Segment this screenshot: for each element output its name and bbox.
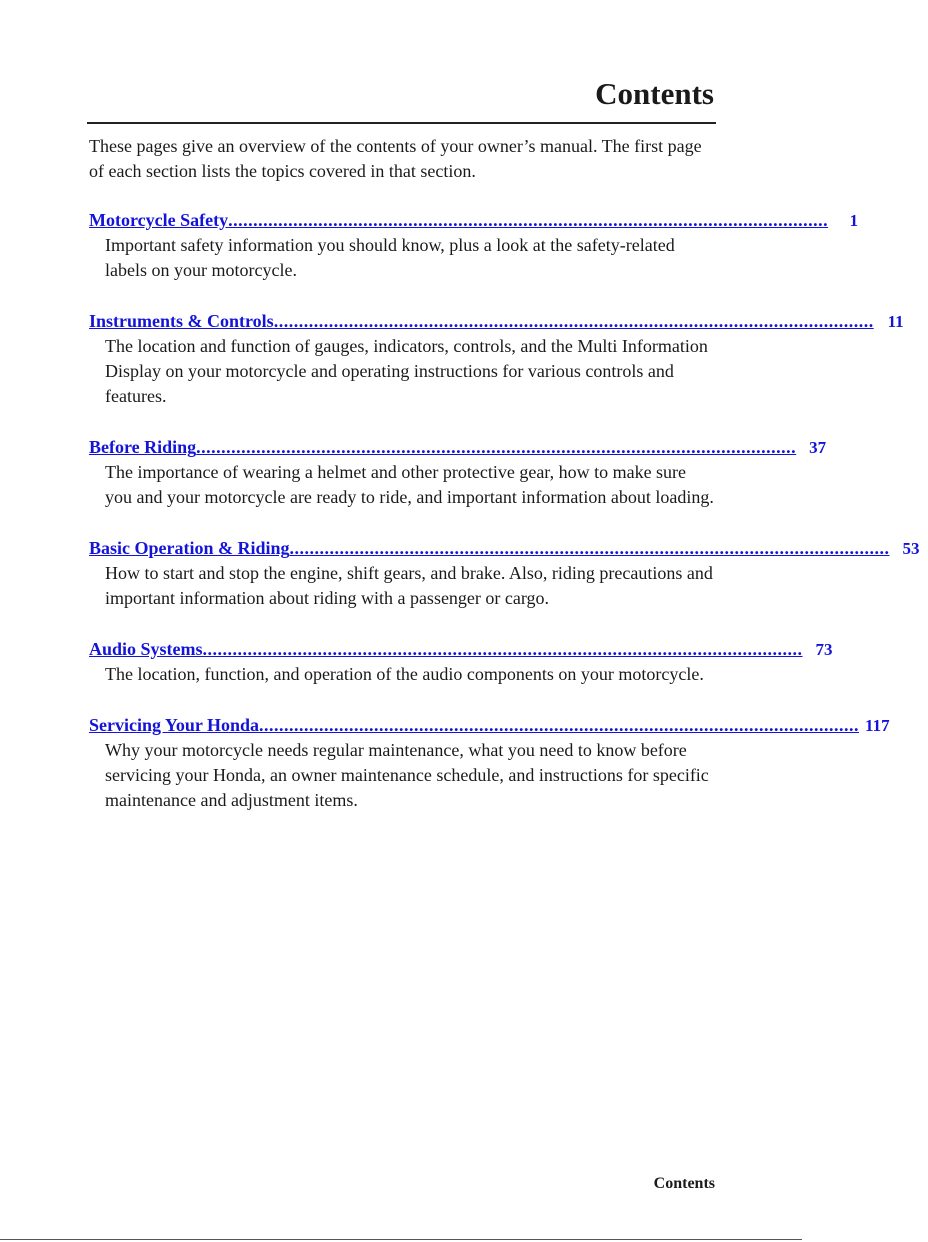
footer-section-label: Contents [653, 1175, 715, 1192]
toc-label: Instruments & Controls [89, 311, 274, 331]
toc-link-servicing[interactable] [89, 712, 890, 738]
toc-leader-dots: ........................................................................................................................ [196, 437, 797, 457]
toc-description: How to start and stop the engine, shift gears, and brake. Also, riding precautions and important information about riding with a passenger or cargo. [105, 563, 713, 608]
toc-description: Why your motorcycle needs regular maintenance, what you need to know before servicing your Honda, an owner maintenance schedule, and instructions for specific maintenance and adjustment items. [105, 740, 709, 810]
toc-link-motorcycle-safety[interactable] [89, 207, 859, 233]
toc-description: The location and function of gauges, indicators, controls, and the Multi Information Display on your motorcycle and operating instructions for various controls and features. [105, 336, 708, 406]
toc-label: Motorcycle Safety [89, 210, 229, 230]
toc-label: Audio Systems [89, 639, 203, 659]
toc-label: Basic Operation & Riding [89, 538, 290, 558]
toc-link-audio-systems[interactable] [89, 636, 833, 662]
toc-description: The location, function, and operation of the audio components on your motorcycle. [105, 664, 704, 684]
toc-page-number: 73 [815, 640, 833, 659]
title-rule [87, 122, 716, 124]
toc-entry-before-riding [89, 434, 827, 510]
bottom-rule [0, 1239, 802, 1240]
table-of-contents [89, 207, 920, 838]
toc-entry-instruments-controls [89, 308, 904, 409]
toc-leader-dots: ........................................................................................................................ [289, 538, 890, 558]
toc-label: Servicing Your Honda [89, 715, 260, 735]
toc-label: Before Riding [89, 437, 197, 457]
toc-page-number: 1 [849, 211, 859, 230]
toc-link-basic-operation[interactable] [89, 535, 920, 561]
toc-link-instruments-controls[interactable] [89, 308, 904, 334]
toc-entry-motorcycle-safety [89, 207, 859, 283]
toc-page-number: 117 [865, 716, 890, 735]
toc-leader-dots: ........................................................................................................................ [202, 639, 803, 659]
toc-link-before-riding[interactable] [89, 434, 827, 460]
toc-leader-dots: ........................................................................................................................ [228, 210, 829, 230]
toc-page-number: 11 [887, 312, 904, 331]
toc-leader-dots: ........................................................................................................................ [259, 715, 860, 735]
toc-page-number: 53 [902, 539, 920, 558]
toc-entry-basic-operation [89, 535, 920, 611]
page-title: Contents [595, 76, 714, 111]
toc-entry-servicing [89, 712, 890, 813]
toc-description: Important safety information you should know, plus a look at the safety-related labels on your motorcycle. [105, 235, 675, 280]
toc-description: The importance of wearing a helmet and other protective gear, how to make sure you and your motorcycle are ready to ride, and important information about loading. [105, 462, 714, 507]
toc-page-number: 37 [809, 438, 827, 457]
toc-entry-audio-systems [89, 636, 833, 687]
intro-paragraph: These pages give an overview of the contents of your owner’s manual. The first page of each section lists the topics covered in that section. [89, 136, 702, 181]
toc-leader-dots: ........................................................................................................................ [273, 311, 874, 331]
